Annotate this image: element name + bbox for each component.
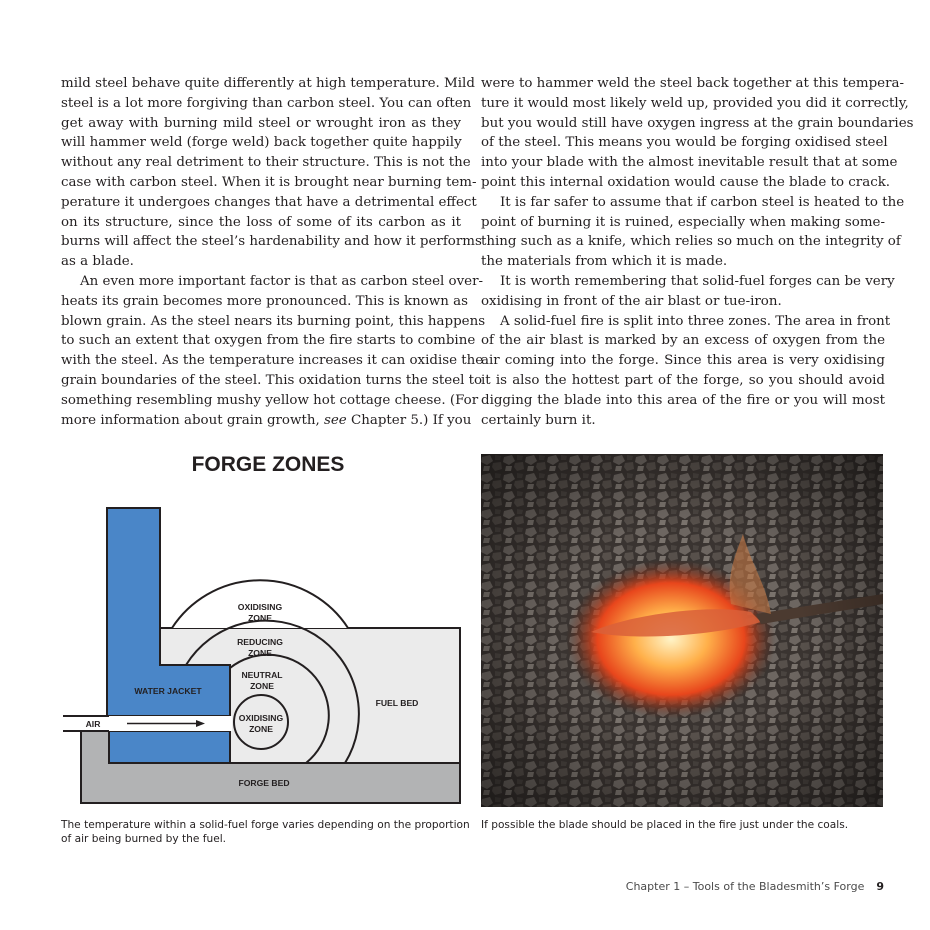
text-segment: more information about grain growth, [61, 412, 324, 428]
running-head: Chapter 1 – Tools of the Bladesmith’s Forge [625, 880, 865, 893]
body-text-right-column [481, 74, 914, 430]
label-inner-oxidising-1: OXIDISING [238, 713, 284, 723]
text-line: digging the blade into this area of the fire or you will most [481, 392, 885, 408]
text-line: ture it would most likely weld up, provided you did it correctly, [481, 95, 909, 111]
text-line: steel is a lot more forgiving than carbon steel. You can often [61, 95, 472, 111]
text-segment: Chapter 5.) If you [346, 412, 472, 428]
label-neutral-1: NEUTRAL [241, 670, 283, 680]
text-line: of the steel. This means you would be forging oxidised steel [481, 135, 888, 151]
text-line: were to hammer weld the steel back together at this tempera- [481, 76, 904, 91]
label-outer-oxidising-2: ZONE [248, 613, 272, 623]
forge-fire-photo [481, 454, 883, 807]
text-line: into your blade with the almost inevitable result that at some [481, 155, 898, 171]
text-line: mild steel behave quite differently at high temperature. Mild [61, 76, 475, 91]
label-fuel-bed: FUEL BED [375, 698, 419, 708]
paragraph [481, 272, 895, 312]
page-number: 9 [876, 880, 884, 893]
text-line: A solid-fuel fire is split into three zones. The area in front [500, 313, 891, 329]
text-line: to such an extent that oxygen from the fire starts to combine [61, 333, 476, 349]
paragraph [61, 272, 486, 430]
text-line: blown grain. As the steel nears its burning point, this happens [61, 313, 486, 329]
text-line: heats its grain becomes more pronounced. This is known as [61, 293, 468, 309]
text-line [61, 411, 472, 431]
text-line: will hammer weld (forge weld) back together quite happily [61, 135, 462, 151]
text-line: point this internal oxidation would cause the blade to crack. [481, 174, 891, 190]
text-line: grain boundaries of the steel. This oxidation turns the steel to [61, 372, 483, 388]
text-line: burns will affect the steel’s hardenability and how it performs [61, 234, 482, 250]
label-inner-oxidising-2: ZONE [249, 724, 273, 734]
text-line: certainly burn it. [481, 412, 596, 428]
text-line: on its structure, since the loss of some of its carbon as it [61, 214, 461, 230]
photo-caption: If possible the blade should be placed in the fire just under the coals. [481, 819, 849, 831]
label-air: AIR [85, 719, 101, 729]
text-line: as a blade. [61, 254, 134, 270]
text-line: It is far safer to assume that if carbon steel is heated to the [500, 194, 905, 210]
photo-vignette [481, 454, 883, 807]
page-footer [600, 880, 884, 893]
text-line: without any real detriment to their structure. This is not the [61, 155, 471, 171]
text-line: An even more important factor is that as carbon steel over- [80, 273, 484, 289]
paragraph [61, 74, 482, 272]
diagram-caption: The temperature within a solid-fuel forge varies depending on the proportion of air being burned by the fuel. [61, 819, 470, 845]
label-reducing-1: REDUCING [237, 637, 283, 647]
text-line: oxidising in front of the air blast or tue-iron. [481, 293, 782, 309]
text-line: it is also the hottest part of the forge, so you should avoid [481, 372, 885, 388]
paragraph [481, 74, 914, 193]
label-reducing-2: ZONE [248, 648, 272, 658]
text-line: get away with burning mild steel or wrought iron as they [61, 115, 461, 131]
diagram-title: FORGE ZONES [191, 453, 345, 476]
text-line: perature it undergoes changes that have a detrimental effect [61, 194, 477, 210]
text-line: It is worth remembering that solid-fuel forges can be very [500, 273, 895, 289]
text-line: case with carbon steel. When it is brought near burning tem- [61, 174, 477, 190]
text-line: point of burning it is ruined, especially when making some- [481, 214, 885, 230]
text-line: air coming into the forge. Since this area is very oxidising [481, 353, 885, 369]
text-line: but you would still have oxygen ingress at the grain boundaries [481, 115, 914, 131]
label-neutral-2: ZONE [250, 681, 274, 691]
label-water-jacket: WATER JACKET [134, 686, 202, 696]
text-line: thing such as a knife, which relies so much on the integrity of [481, 234, 901, 250]
paragraph [481, 312, 891, 431]
text-line: of the air blast is marked by an excess of oxygen from the [481, 333, 885, 349]
label-forge-bed: FORGE BED [238, 778, 290, 788]
body-text-left-column [61, 74, 486, 430]
forge-fire-photo-graphic [481, 454, 883, 807]
cross-reference: see [323, 412, 347, 428]
label-outer-oxidising-1: OXIDISING [237, 602, 283, 612]
paragraph [481, 193, 905, 272]
text-line: something resembling mushy yellow hot cottage cheese. (For [61, 392, 479, 408]
water-jacket-lower [109, 731, 230, 763]
text-line: with the steel. As the temperature increases it can oxidise the [61, 353, 484, 369]
text-line: the materials from which it is made. [481, 254, 728, 270]
